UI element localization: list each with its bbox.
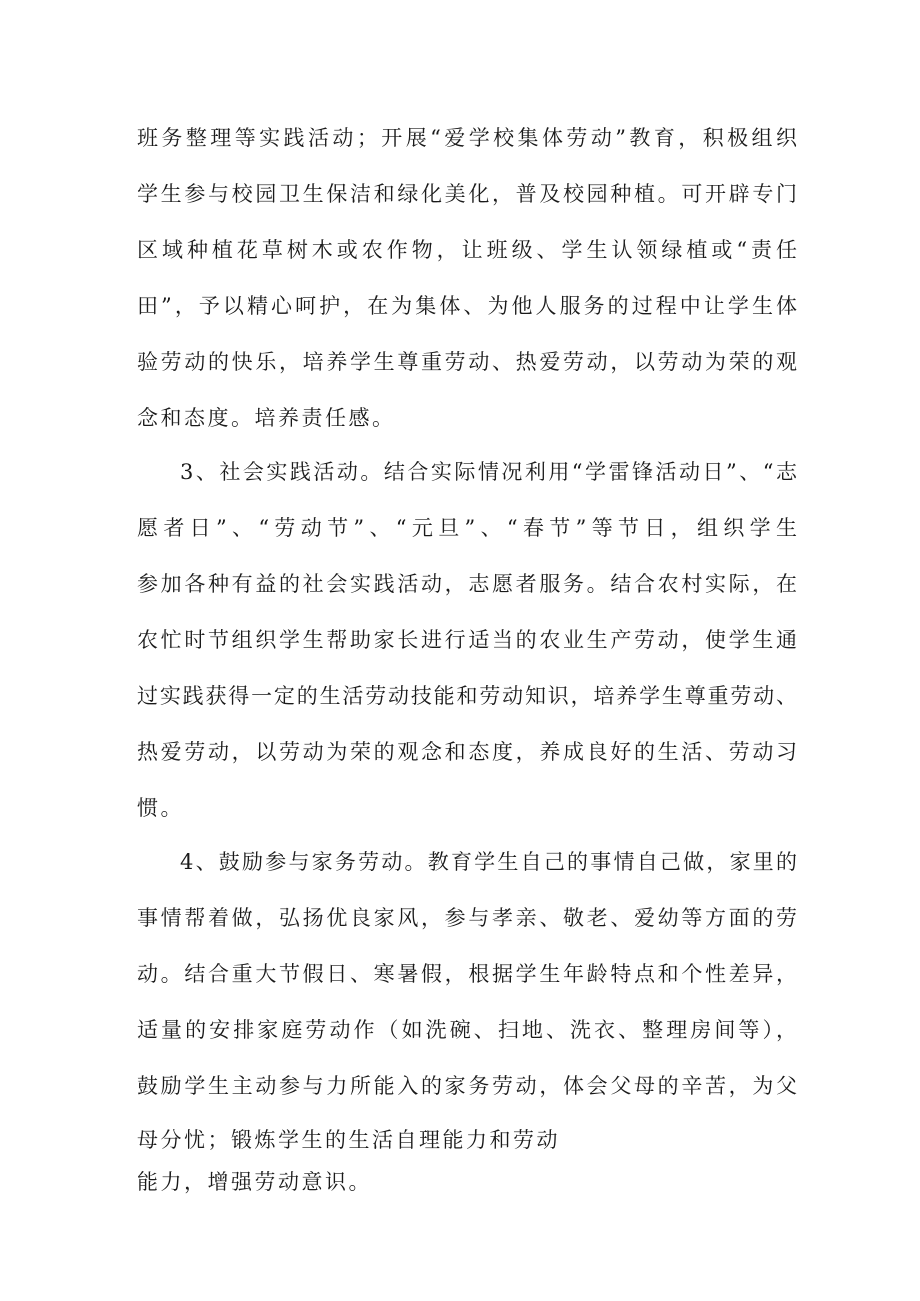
text-line: 事情帮着做，弘扬优良家风，参与孝亲、敬老、爱幼等方面的劳 <box>137 906 797 930</box>
text-line: 班务整理等实践活动；开展“爱学校集体劳动”教育，积极组织 <box>137 126 797 150</box>
paragraph-first-line: 3、社会实践活动。结合实际情况利用“学雷锋活动日”、“志 <box>180 460 797 484</box>
text-line: 念和态度。培养责任感。 <box>137 406 396 430</box>
text-line: 能力，增强劳动意识。 <box>137 1170 372 1194</box>
text-line: 验劳动的快乐，培养学生尊重劳动、热爱劳动，以劳动为荣的观 <box>137 350 797 374</box>
text-line: 过实践获得一定的生活劳动技能和劳动知识，培养学生尊重劳动、 <box>137 684 797 708</box>
text-line: 愿者日”、“劳动节”、“元旦”、“春节”等节日，组织学生 <box>137 516 797 540</box>
text-line: 学生参与校园卫生保洁和绿化美化，普及校园种植。可开辟专门 <box>137 182 797 206</box>
text-line: 适量的安排家庭劳动作（如洗碗、扫地、洗衣、整理房间等）， <box>137 1018 797 1042</box>
text-line: 参加各种有益的社会实践活动，志愿者服务。结合农村实际，在 <box>137 572 797 596</box>
text-line: 惯。 <box>137 796 184 820</box>
text-line: 农忙时节组织学生帮助家长进行适当的农业生产劳动，使学生通 <box>137 628 797 652</box>
text-line: 鼓励学生主动参与力所能入的家务劳动，体会父母的辛苦，为父 <box>137 1074 797 1098</box>
paragraph-first-line: 4、鼓励参与家务劳动。教育学生自己的事情自己做，家里的 <box>180 850 797 874</box>
text-line: 动。结合重大节假日、寒暑假，根据学生年龄特点和个性差异， <box>137 962 797 986</box>
text-line: 热爱劳动，以劳动为荣的观念和态度，养成良好的生活、劳动习 <box>137 740 797 764</box>
text-line: 母分忧；锻炼学生的生活自理能力和劳动 <box>137 1128 560 1152</box>
text-line: 区域种植花草树木或农作物，让班级、学生认领绿植或“责任 <box>137 238 797 262</box>
text-line: 田”，予以精心呵护，在为集体、为他人服务的过程中让学生体 <box>137 294 797 318</box>
